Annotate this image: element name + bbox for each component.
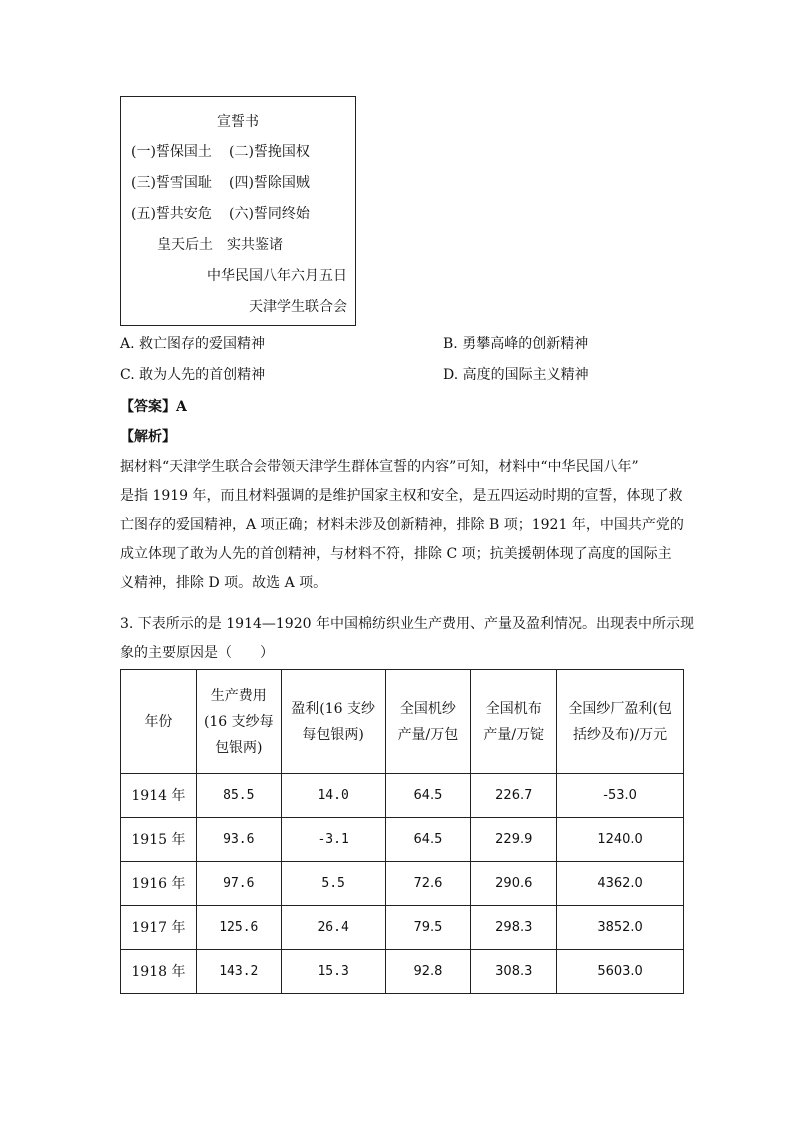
cell-cost: 85.5 [196,774,281,818]
cell-cost: 125.6 [196,906,281,950]
question-line: 3. 下表所示的是 1914—1920 年中国棉纺织业生产费用、产量及盈利情况。出现表中所示现 [120,616,694,632]
cell-cost: 143.2 [196,950,281,994]
analysis-heading: 【解析】 [120,429,176,445]
cell-yarn: 64.5 [385,774,471,818]
cell-year: 1914 年 [121,774,197,818]
table-row [121,862,684,906]
table-row [121,906,684,950]
cell-profit: 15.3 [281,950,385,994]
header-cloth-output: 全国机布 产量/万锭 [471,670,557,774]
cell-cost: 93.6 [196,818,281,862]
cell-yarn: 72.6 [385,862,471,906]
table-row [121,818,684,862]
table-row [121,950,684,994]
table-row [121,774,684,818]
cell-mill-profit: -53.0 [557,774,684,818]
table-header-row [121,670,684,774]
analysis-line: 据材料“天津学生联合会带领天津学生群体宣誓的内容”可知，材料中“中华民国八年” [120,459,639,475]
header-year: 年份 [121,670,197,774]
oath-signer: 天津学生联合会 [249,299,347,315]
answer-line: 【答案】A [120,399,187,415]
cell-profit: 14.0 [281,774,385,818]
header-mill-profit: 全国纱厂盈利(包 括纱及布)/万元 [557,670,684,774]
cell-profit: 26.4 [281,906,385,950]
oath-line-3b: (六)誓同终始 [229,206,310,222]
cell-mill-profit: 1240.0 [557,818,684,862]
cell-yarn: 92.8 [385,950,471,994]
cell-mill-profit: 4362.0 [557,862,684,906]
oath-title: 宣誓书 [217,114,259,130]
question-3 [120,610,694,668]
cell-yarn: 79.5 [385,906,471,950]
oath-line-3a: (五)誓共安危 [131,206,212,222]
question-line: 象的主要原因是（ ） [120,645,274,661]
header-production-cost: 生产费用 (16 支纱每 包银两) [196,670,281,774]
option-d: D. 高度的国际主义精神 [443,367,589,383]
oath-line-1b: (二)誓挽国权 [229,144,310,160]
cell-cloth: 308.3 [471,950,557,994]
oath-line-2a: (三)誓雪国耻 [131,175,212,191]
analysis-paragraph [120,453,686,598]
oath-box [120,96,356,326]
option-c: C. 敢为人先的首创精神 [120,367,266,383]
analysis-line: 亡图存的爱国精神，A 项正确；材料未涉及创新精神，排除 B 项；1921 年，中国共产党的 [120,517,684,533]
analysis-line: 义精神，排除 D 项。故选 A 项。 [120,575,328,591]
oath-date: 中华民国八年六月五日 [207,268,347,284]
analysis-line: 成立体现了敢为人先的首创精神，与材料不符，排除 C 项；抗美援朝体现了高度的国际主 [120,546,672,562]
cell-mill-profit: 3852.0 [557,906,684,950]
cell-cloth: 229.9 [471,818,557,862]
oath-line-1a: (一)誓保国土 [131,144,212,160]
header-profit: 盈利(16 支纱 每包银两) [281,670,385,774]
oath-witness: 皇天后土 实共鉴诸 [157,237,283,253]
cotton-industry-table [120,669,684,994]
option-b: B. 勇攀高峰的创新精神 [443,336,589,352]
cell-yarn: 64.5 [385,818,471,862]
analysis-line: 是指 1919 年，而且材料强调的是维护国家主权和安全，是五四运动时期的宣誓，体现了救 [120,488,683,504]
cell-year: 1918 年 [121,950,197,994]
cell-cost: 97.6 [196,862,281,906]
cell-mill-profit: 5603.0 [557,950,684,994]
cell-year: 1917 年 [121,906,197,950]
header-yarn-output: 全国机纱 产量/万包 [385,670,471,774]
oath-line-2b: (四)誓除国贼 [229,175,310,191]
option-a: A. 救亡图存的爱国精神 [120,336,266,352]
cell-cloth: 226.7 [471,774,557,818]
cell-profit: 5.5 [281,862,385,906]
cell-profit: -3.1 [281,818,385,862]
cell-cloth: 298.3 [471,906,557,950]
cell-year: 1915 年 [121,818,197,862]
cell-cloth: 290.6 [471,862,557,906]
cell-year: 1916 年 [121,862,197,906]
